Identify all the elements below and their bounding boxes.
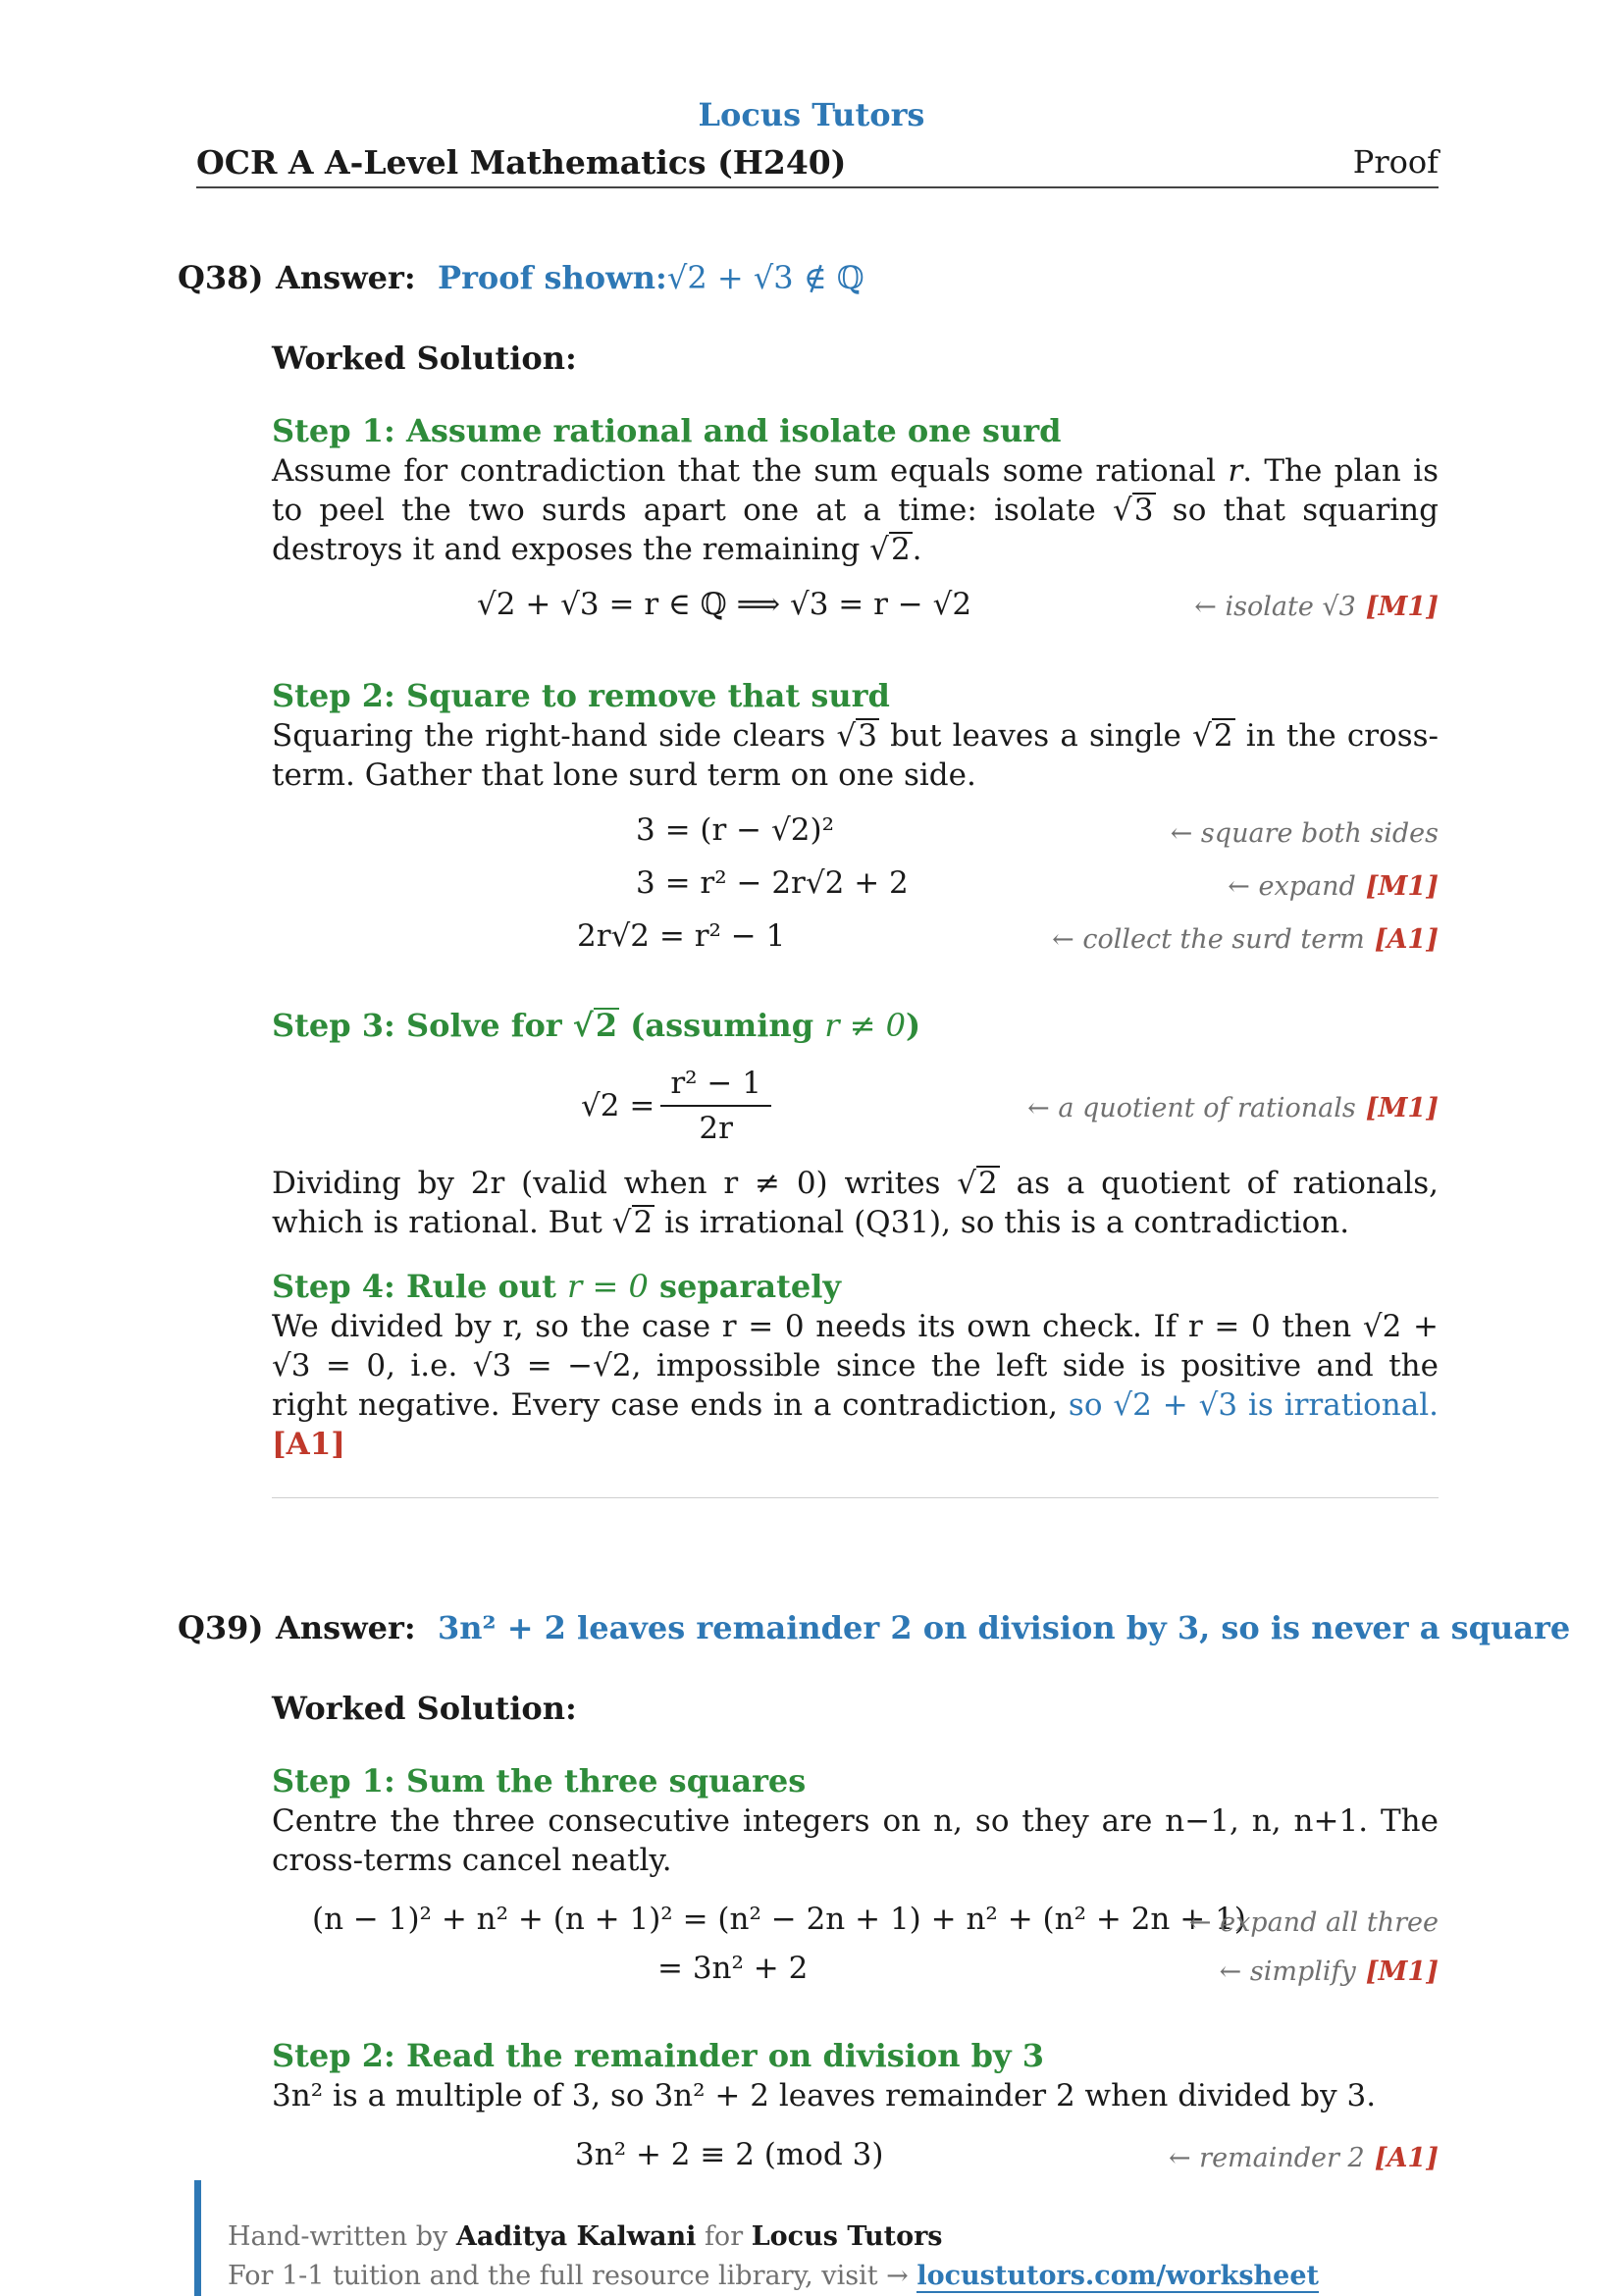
q38-step3-equation: √2 = $\frac{\text{r² − 1}}{2r}$ <box>581 1066 777 1146</box>
q39-answer-label: Answer: <box>276 1609 416 1646</box>
q39-step2-title: Step 2: Read the remainder on division by 3 <box>272 2037 1045 2074</box>
q39-worked-label: Worked Solution: <box>272 1690 577 1727</box>
q39-number: Q39) <box>178 1609 264 1646</box>
footer-accent-bar <box>194 2180 201 2296</box>
q38-answer-label: Answer: <box>276 259 416 296</box>
q38-step2-eq1: 3 = (r − √2)² <box>636 812 834 848</box>
q38-step2-text: Squaring the right-hand side clears √ 3 but leaves a single √ 2 in the cross-term. Gather that lone surd term on one side. <box>272 716 1439 795</box>
header-rule <box>196 186 1439 188</box>
q38-step3-title: Step 3: Solve for √ 2 (assuming r ≠ 0) <box>272 1007 920 1044</box>
q38-step2-note2: ← expand [M1] <box>1228 871 1439 902</box>
q39-step1-title: Step 1: Sum the three squares <box>272 1762 807 1800</box>
q39-step2-equation: 3n² + 2 ≡ 2 (mod 3) <box>575 2137 884 2172</box>
q38-worked-label: Worked Solution: <box>272 339 577 377</box>
q38-step4-title: Step 4: Rule out r = 0 separately <box>272 1268 841 1305</box>
q39-step1-note1: ← expand all three <box>1188 1907 1439 1938</box>
q38-step3-text: Dividing by 2r (valid when r ≠ 0) writes √ 2 as a quotient of rationals, which is rational. But √ 2 is irrational (Q31), so this is a contradiction. <box>272 1164 1439 1242</box>
footer-link[interactable]: locustutors.com/worksheet <box>916 2261 1320 2291</box>
q39-step2-note: ← remainder 2 [A1] <box>1168 2143 1439 2173</box>
topic-label: Proof <box>1352 143 1439 181</box>
footer-visit: For 1-1 tuition and the full resource library, visit → locustutors.com/worksheet <box>228 2261 1320 2291</box>
q39-step1-eq1: (n − 1)² + n² + (n + 1)² = (n² − 2n + 1) + n² + (n² + 2n + 1) <box>312 1902 1246 1937</box>
q39-step2-text: 3n² is a multiple of 3, so 3n² + 2 leaves remainder 2 when divided by 3. <box>272 2078 1377 2113</box>
brand-title: Locus Tutors <box>698 96 925 133</box>
footer-credit: Hand-written by Aaditya Kalwani for Locus Tutors <box>228 2221 943 2252</box>
q38-step2-note3: ← collect the surd term [A1] <box>1052 924 1439 955</box>
q38-number: Q38) <box>178 259 264 296</box>
q38-step1-equation: √2 + √3 = r ∈ ℚ ⟹ √3 = r − √2 <box>477 587 972 622</box>
q39-step1-eq2: = 3n² + 2 <box>657 1951 809 1986</box>
q38-step2-eq3: 2r√2 = r² − 1 <box>577 918 786 954</box>
question-separator <box>272 1497 1439 1498</box>
q38-answer-text: Proof shown: <box>438 259 667 296</box>
q39-answer-text: 3n² + 2 leaves remainder 2 on division by 3, so is never a square <box>438 1609 1571 1646</box>
q38-step2-title: Step 2: Square to remove that surd <box>272 677 890 714</box>
q38-step4-text: We divided by r, so the case r = 0 needs its own check. If r = 0 then √2 + √3 = 0, i.e. √3 = −√2, impossible since the left side is positive and the right negative. Every case ends in a contradiction, so √2 + √3 is irrational. [A1] <box>272 1309 1439 1462</box>
q38-step3-note: ← a quotient of rationals [M1] <box>1027 1093 1439 1123</box>
q38-step2-eq2: 3 = r² − 2r√2 + 2 <box>636 865 909 901</box>
q38-step2-note1: ← square both sides <box>1170 818 1439 849</box>
course-title: OCR A A-Level Mathematics (H240) <box>196 143 847 182</box>
q39-step1-note2: ← simplify [M1] <box>1219 1957 1439 1987</box>
q39-step1-text: Centre the three consecutive integers on n, so they are n−1, n, n+1. The cross-terms cancel neatly. <box>272 1803 1439 1878</box>
q38-step1-title: Step 1: Assume rational and isolate one surd <box>272 412 1062 449</box>
q38-answer-math: √2 + √3 ∉ ℚ <box>667 259 864 296</box>
q38-step1-note: ← isolate √3 [M1] <box>1194 592 1439 622</box>
q38-step1-text: Assume for contradiction that the sum equals some rational r. The plan is to peel the two surds apart one at a time: isolate √ 3 so that squaring destroys it and exposes the remaining √ 2. <box>272 451 1439 569</box>
